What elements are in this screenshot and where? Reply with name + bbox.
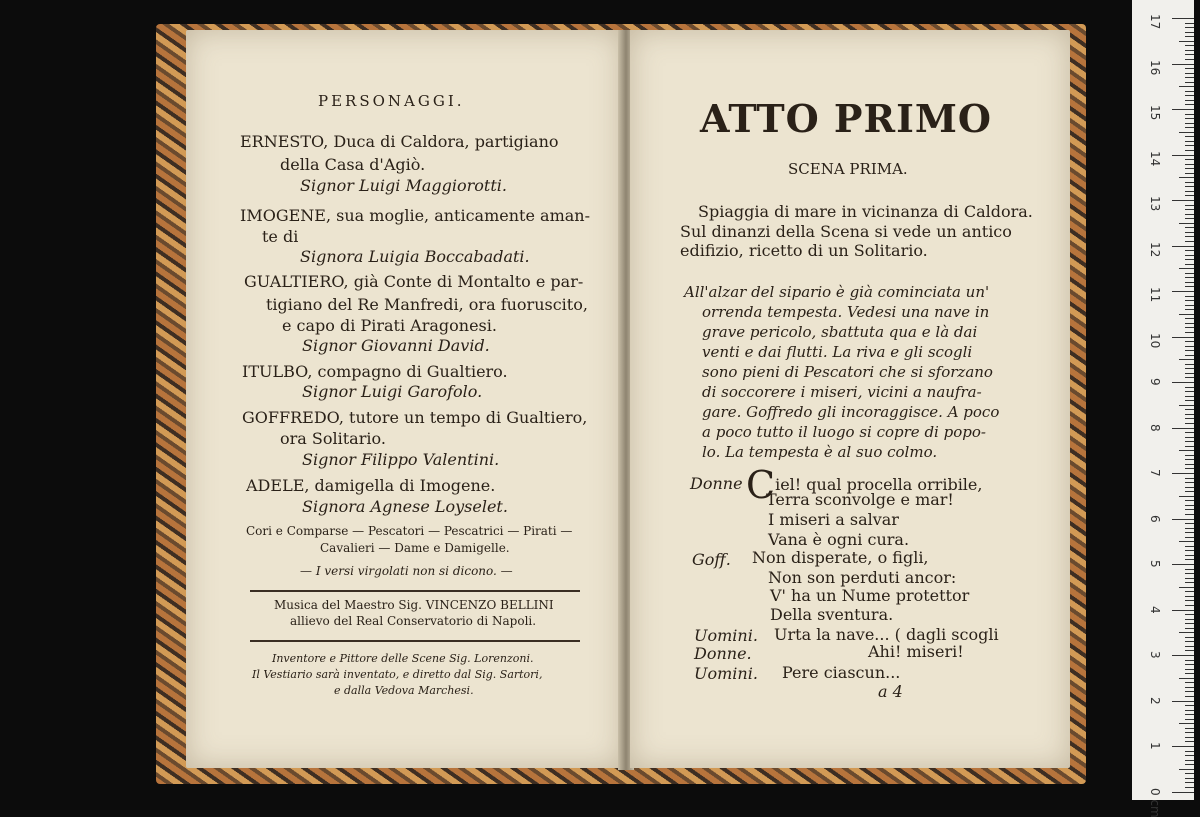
ruler-minor-tick [1179, 132, 1194, 133]
act-title: ATTO PRIMO [700, 96, 992, 141]
ruler-minor-tick [1185, 255, 1194, 256]
verse-line: Ahi! miseri! [868, 642, 964, 661]
ruler-minor-tick [1179, 405, 1194, 406]
ruler-minor-tick [1185, 104, 1194, 105]
character-ernesto [240, 132, 559, 151]
stage-direction: a poco tutto il luogo si copre di popo- [702, 423, 986, 441]
ruler-minor-tick [1185, 455, 1194, 456]
ruler-minor-tick [1185, 619, 1194, 620]
ruler-minor-tick [1185, 259, 1194, 260]
ruler-minor-tick [1185, 205, 1194, 206]
singer-name: Signor Luigi Maggiorotti. [300, 176, 507, 195]
ruler-tick [1172, 564, 1194, 565]
ruler-minor-tick [1179, 314, 1194, 315]
ruler-minor-tick [1185, 782, 1194, 783]
ruler-minor-tick [1179, 541, 1194, 542]
character-name: GOFFREDO [242, 408, 339, 427]
personaggi-heading: PERSONAGGI. [318, 92, 465, 110]
ruler-minor-tick [1185, 100, 1194, 101]
ruler-minor-tick [1185, 227, 1194, 228]
ruler-minor-tick [1179, 723, 1194, 724]
ruler-tick [1172, 109, 1194, 110]
ruler-minor-tick [1185, 446, 1194, 447]
music-credit: Musica del Maestro Sig. VINCENZO BELLINI [274, 598, 554, 612]
ruler-tick [1172, 746, 1194, 747]
speaker-label: Donne [690, 474, 743, 493]
character-desc: te di [262, 227, 298, 246]
ruler-number: 14 [1148, 151, 1162, 166]
ruler-minor-tick [1185, 732, 1194, 733]
ruler-number: 3 [1148, 651, 1162, 659]
ruler-minor-tick [1185, 191, 1194, 192]
ruler-minor-tick [1185, 755, 1194, 756]
ruler-minor-tick [1185, 441, 1194, 442]
verse-line: Pere ciascun... [782, 663, 900, 682]
ruler-minor-tick [1185, 136, 1194, 137]
ruler-minor-tick [1185, 637, 1194, 638]
ruler-tick [1172, 155, 1194, 156]
speaker-label: Uomini. [694, 664, 758, 683]
signature-mark: a 4 [878, 682, 903, 701]
ruler-minor-tick [1185, 696, 1194, 697]
ruler-minor-tick [1185, 741, 1194, 742]
verse-line: Della sventura. [770, 605, 893, 624]
ruler-minor-tick [1185, 250, 1194, 251]
stage-direction: sono pieni di Pescatori che si sforzano [702, 363, 993, 381]
ruler-minor-tick [1185, 341, 1194, 342]
ruler-number: 4 [1148, 606, 1162, 614]
chorus-line: Cori e Comparse — Pescatori — Pescatrici — Pirati — [246, 524, 572, 538]
character-desc: , compagno di Gualtiero. [307, 362, 507, 381]
ruler-number: 8 [1148, 424, 1162, 432]
ruler-minor-tick [1185, 418, 1194, 419]
ruler-minor-tick [1185, 500, 1194, 501]
ruler-minor-tick [1179, 769, 1194, 770]
ruler-minor-tick [1185, 391, 1194, 392]
ruler-minor-tick [1185, 432, 1194, 433]
ruler-minor-tick [1185, 77, 1194, 78]
ruler-number: 5 [1148, 560, 1162, 568]
ruler-minor-tick [1185, 623, 1194, 624]
character-desc: ora Solitario. [280, 429, 386, 448]
ruler-minor-tick [1185, 273, 1194, 274]
ruler-number: 13 [1148, 196, 1162, 211]
ruler-tick [1172, 701, 1194, 702]
ruler-minor-tick [1185, 559, 1194, 560]
ruler-minor-tick [1185, 236, 1194, 237]
ruler-minor-tick [1185, 509, 1194, 510]
singer-name: Signor Luigi Garofolo. [302, 382, 482, 401]
ruler-minor-tick [1185, 596, 1194, 597]
ruler-minor-tick [1185, 487, 1194, 488]
ruler-minor-tick [1185, 209, 1194, 210]
speaker-label: Donne. [694, 644, 752, 663]
ruler-minor-tick [1185, 710, 1194, 711]
setting-line: Sul dinanzi della Scena si vede un antico [680, 222, 1012, 241]
ruler-minor-tick [1185, 459, 1194, 460]
verse-line: Non disperate, o figli, [752, 548, 929, 567]
ruler-minor-tick [1185, 664, 1194, 665]
singer-name: Signor Giovanni David. [302, 336, 490, 355]
ruler-minor-tick [1185, 468, 1194, 469]
ruler-tick [1172, 519, 1194, 520]
ruler-minor-tick [1185, 282, 1194, 283]
ruler-minor-tick [1185, 569, 1194, 570]
stage-direction: venti e dai flutti. La riva e gli scogli [702, 343, 972, 361]
ruler-minor-tick [1185, 309, 1194, 310]
ruler-minor-tick [1185, 318, 1194, 319]
ruler-minor-tick [1185, 300, 1194, 301]
character-name: GUALTIERO [244, 272, 344, 291]
ruler-minor-tick [1185, 578, 1194, 579]
ruler-tick [1172, 291, 1194, 292]
ruler-minor-tick [1185, 350, 1194, 351]
ruler-minor-tick [1185, 286, 1194, 287]
verse-line: Terra sconvolge e mar! [766, 490, 954, 509]
ruler-minor-tick [1185, 264, 1194, 265]
ruler-minor-tick [1185, 36, 1194, 37]
ruler-minor-tick [1185, 145, 1194, 146]
drop-cap: C [746, 463, 775, 507]
ruler-minor-tick [1185, 550, 1194, 551]
ruler-minor-tick [1185, 45, 1194, 46]
character-name: IMOGENE [240, 206, 326, 225]
ruler-minor-tick [1185, 173, 1194, 174]
ruler-minor-tick [1185, 68, 1194, 69]
ruler-minor-tick [1179, 268, 1194, 269]
character-desc: , Duca di Caldora, partigiano [323, 132, 558, 151]
ruler-minor-tick [1179, 223, 1194, 224]
ruler-minor-tick [1185, 591, 1194, 592]
stage-direction: grave pericolo, sbattuta qua e là dai [702, 323, 977, 341]
ruler-minor-tick [1185, 141, 1194, 142]
ruler-minor-tick [1185, 305, 1194, 306]
verse-line: I miseri a salvar [768, 510, 899, 529]
scene-credit: e dalla Vedova Marchesi. [334, 684, 474, 697]
ruler-minor-tick [1185, 523, 1194, 524]
ruler-tick [1172, 337, 1194, 338]
ruler-minor-tick [1185, 628, 1194, 629]
ruler-number: 16 [1148, 60, 1162, 75]
ruler-number: 10 [1148, 333, 1162, 348]
ruler-minor-tick [1185, 150, 1194, 151]
ruler-tick [1172, 246, 1194, 247]
character-desc: tigiano del Re Manfredi, ora fuoruscito, [266, 295, 588, 314]
character-goffredo [242, 408, 587, 427]
ruler-minor-tick [1185, 73, 1194, 74]
ruler-tick [1172, 428, 1194, 429]
ruler-minor-tick [1185, 164, 1194, 165]
ruler-minor-tick [1185, 673, 1194, 674]
ruler-number: 17 [1148, 14, 1162, 29]
ruler-minor-tick [1185, 532, 1194, 533]
scene-credit: Inventore e Pittore delle Scene Sig. Lorenzoni. [272, 652, 533, 665]
scene-credit: Il Vestiario sarà inventato, e diretto dal Sig. Sartori, [252, 668, 542, 681]
ruler-minor-tick [1185, 123, 1194, 124]
ruler-minor-tick [1185, 787, 1194, 788]
ruler-minor-tick [1185, 195, 1194, 196]
ruler-minor-tick [1185, 537, 1194, 538]
ruler-minor-tick [1185, 218, 1194, 219]
ruler-minor-tick [1179, 450, 1194, 451]
ruler-minor-tick [1185, 719, 1194, 720]
ruler-minor-tick [1185, 296, 1194, 297]
ruler-minor-tick [1185, 482, 1194, 483]
ruler-minor-tick [1179, 587, 1194, 588]
ruler-minor-tick [1179, 86, 1194, 87]
ruler-number: 12 [1148, 242, 1162, 257]
ruler-minor-tick [1185, 27, 1194, 28]
ruler-minor-tick [1185, 705, 1194, 706]
ruler-minor-tick [1185, 423, 1194, 424]
ruler-minor-tick [1185, 377, 1194, 378]
verse-note: — I versi virgolati non si dicono. — [300, 564, 513, 578]
singer-name: Signor Filippo Valentini. [302, 450, 499, 469]
character-desc: della Casa d'Agiò. [280, 155, 425, 174]
ruler-minor-tick [1179, 678, 1194, 679]
ruler-minor-tick [1185, 582, 1194, 583]
ruler-minor-tick [1185, 54, 1194, 55]
ruler-minor-tick [1185, 396, 1194, 397]
singer-name: Signora Luigia Boccabadati. [300, 247, 530, 266]
ruler-minor-tick [1185, 186, 1194, 187]
ruler-minor-tick [1185, 373, 1194, 374]
character-itulbo [242, 362, 508, 381]
ruler-minor-tick [1185, 760, 1194, 761]
character-name: ADELE [246, 476, 304, 495]
ruler-minor-tick [1185, 364, 1194, 365]
ruler-minor-tick [1185, 127, 1194, 128]
character-desc: , damigella di Imogene. [304, 476, 495, 495]
ruler-minor-tick [1179, 496, 1194, 497]
ruler-tick [1172, 200, 1194, 201]
stage-direction: orrenda tempesta. Vedesi una nave in [702, 303, 989, 321]
divider [250, 640, 580, 642]
verse-text: iel! qual procella orribile, [775, 475, 982, 494]
character-name: ERNESTO [240, 132, 323, 151]
ruler-number: 7 [1148, 469, 1162, 477]
ruler-tick [1172, 610, 1194, 611]
stage-direction: lo. La tempesta è al suo colmo. [702, 443, 937, 461]
ruler-minor-tick [1185, 82, 1194, 83]
verse-line: Non son perduti ancor: [768, 568, 956, 587]
character-desc: , tutore un tempo di Gualtiero, [339, 408, 587, 427]
ruler-minor-tick [1185, 241, 1194, 242]
ruler-number: 0 cm [1148, 788, 1162, 817]
ruler-minor-tick [1185, 232, 1194, 233]
ruler-minor-tick [1185, 555, 1194, 556]
ruler-minor-tick [1185, 650, 1194, 651]
ruler-minor-tick [1185, 277, 1194, 278]
character-name: ITULBO [242, 362, 307, 381]
ruler-minor-tick [1185, 691, 1194, 692]
setting-line: edifizio, ricetto di un Solitario. [680, 241, 928, 260]
character-imogene [240, 206, 590, 225]
ruler-minor-tick [1185, 600, 1194, 601]
character-gualtiero [244, 272, 583, 291]
chorus-line: Cavalieri — Dame e Damigelle. [320, 541, 510, 555]
ruler-minor-tick [1185, 327, 1194, 328]
character-desc: e capo di Pirati Aragonesi. [282, 316, 497, 335]
ruler-tick [1172, 382, 1194, 383]
ruler-minor-tick [1185, 387, 1194, 388]
ruler-minor-tick [1185, 182, 1194, 183]
ruler-minor-tick [1179, 632, 1194, 633]
ruler-number: 11 [1148, 287, 1162, 302]
stage-direction: gare. Goffredo gli incoraggisce. A poco [702, 403, 999, 421]
ruler-minor-tick [1185, 168, 1194, 169]
ruler-minor-tick [1185, 478, 1194, 479]
ruler-minor-tick [1179, 177, 1194, 178]
ruler-number: 15 [1148, 105, 1162, 120]
ruler-minor-tick [1185, 764, 1194, 765]
ruler-minor-tick [1185, 50, 1194, 51]
ruler-minor-tick [1185, 214, 1194, 215]
ruler-minor-tick [1185, 646, 1194, 647]
ruler-minor-tick [1185, 491, 1194, 492]
ruler-minor-tick [1185, 118, 1194, 119]
ruler-minor-tick [1185, 660, 1194, 661]
character-desc: , sua moglie, anticamente aman- [326, 206, 590, 225]
ruler-number: 6 [1148, 515, 1162, 523]
scene-title: SCENA PRIMA. [788, 160, 908, 178]
ruler-minor-tick [1185, 323, 1194, 324]
ruler-minor-tick [1185, 346, 1194, 347]
ruler-minor-tick [1185, 464, 1194, 465]
ruler-minor-tick [1185, 682, 1194, 683]
character-adele [246, 476, 495, 495]
music-credit: allievo del Real Conservatorio di Napoli. [290, 614, 536, 628]
ruler-minor-tick [1185, 368, 1194, 369]
verse-line: Urta la nave... ( dagli scogli [774, 625, 999, 644]
ruler-minor-tick [1185, 751, 1194, 752]
ruler-tick [1172, 64, 1194, 65]
ruler-minor-tick [1185, 669, 1194, 670]
speaker-label: Goff. [692, 550, 731, 569]
ruler-minor-tick [1185, 95, 1194, 96]
ruler-minor-tick [1185, 573, 1194, 574]
ruler-minor-tick [1185, 414, 1194, 415]
ruler-minor-tick [1185, 605, 1194, 606]
stage-direction: di soccorere i miseri, vicini a naufra- [702, 383, 982, 401]
measuring-ruler [1132, 0, 1194, 800]
ruler-minor-tick [1185, 614, 1194, 615]
ruler-minor-tick [1185, 505, 1194, 506]
ruler-number: 2 [1148, 697, 1162, 705]
ruler-minor-tick [1185, 773, 1194, 774]
ruler-number: 1 [1148, 742, 1162, 750]
ruler-minor-tick [1185, 437, 1194, 438]
singer-name: Signora Agnese Loyselet. [302, 497, 508, 516]
ruler-minor-tick [1185, 641, 1194, 642]
ruler-minor-tick [1179, 359, 1194, 360]
ruler-minor-tick [1185, 91, 1194, 92]
verse-line: V' ha un Nume protettor [770, 586, 969, 605]
character-desc: , già Conte di Montalto e par- [344, 272, 584, 291]
ruler-minor-tick [1185, 332, 1194, 333]
ruler-tick [1172, 792, 1194, 793]
ruler-minor-tick [1185, 514, 1194, 515]
ruler-minor-tick [1185, 23, 1194, 24]
ruler-minor-tick [1185, 159, 1194, 160]
ruler-tick [1172, 655, 1194, 656]
ruler-minor-tick [1185, 687, 1194, 688]
ruler-minor-tick [1185, 400, 1194, 401]
ruler-minor-tick [1179, 41, 1194, 42]
ruler-minor-tick [1185, 546, 1194, 547]
ruler-minor-tick [1185, 114, 1194, 115]
ruler-minor-tick [1185, 32, 1194, 33]
ruler-minor-tick [1185, 59, 1194, 60]
ruler-minor-tick [1185, 737, 1194, 738]
stage-direction: All'alzar del sipario è già cominciata un' [684, 283, 989, 301]
ruler-minor-tick [1185, 714, 1194, 715]
divider [250, 590, 580, 592]
ruler-minor-tick [1185, 355, 1194, 356]
verse-line: Vana è ogni cura. [768, 530, 909, 549]
speaker-label: Uomini. [694, 626, 758, 645]
ruler-number: 9 [1148, 378, 1162, 386]
setting-line: Spiaggia di mare in vicinanza di Caldora. [698, 202, 1033, 221]
ruler-minor-tick [1185, 778, 1194, 779]
ruler-tick [1172, 473, 1194, 474]
ruler-minor-tick [1185, 728, 1194, 729]
ruler-tick [1172, 18, 1194, 19]
ruler-minor-tick [1185, 409, 1194, 410]
ruler-minor-tick [1185, 528, 1194, 529]
